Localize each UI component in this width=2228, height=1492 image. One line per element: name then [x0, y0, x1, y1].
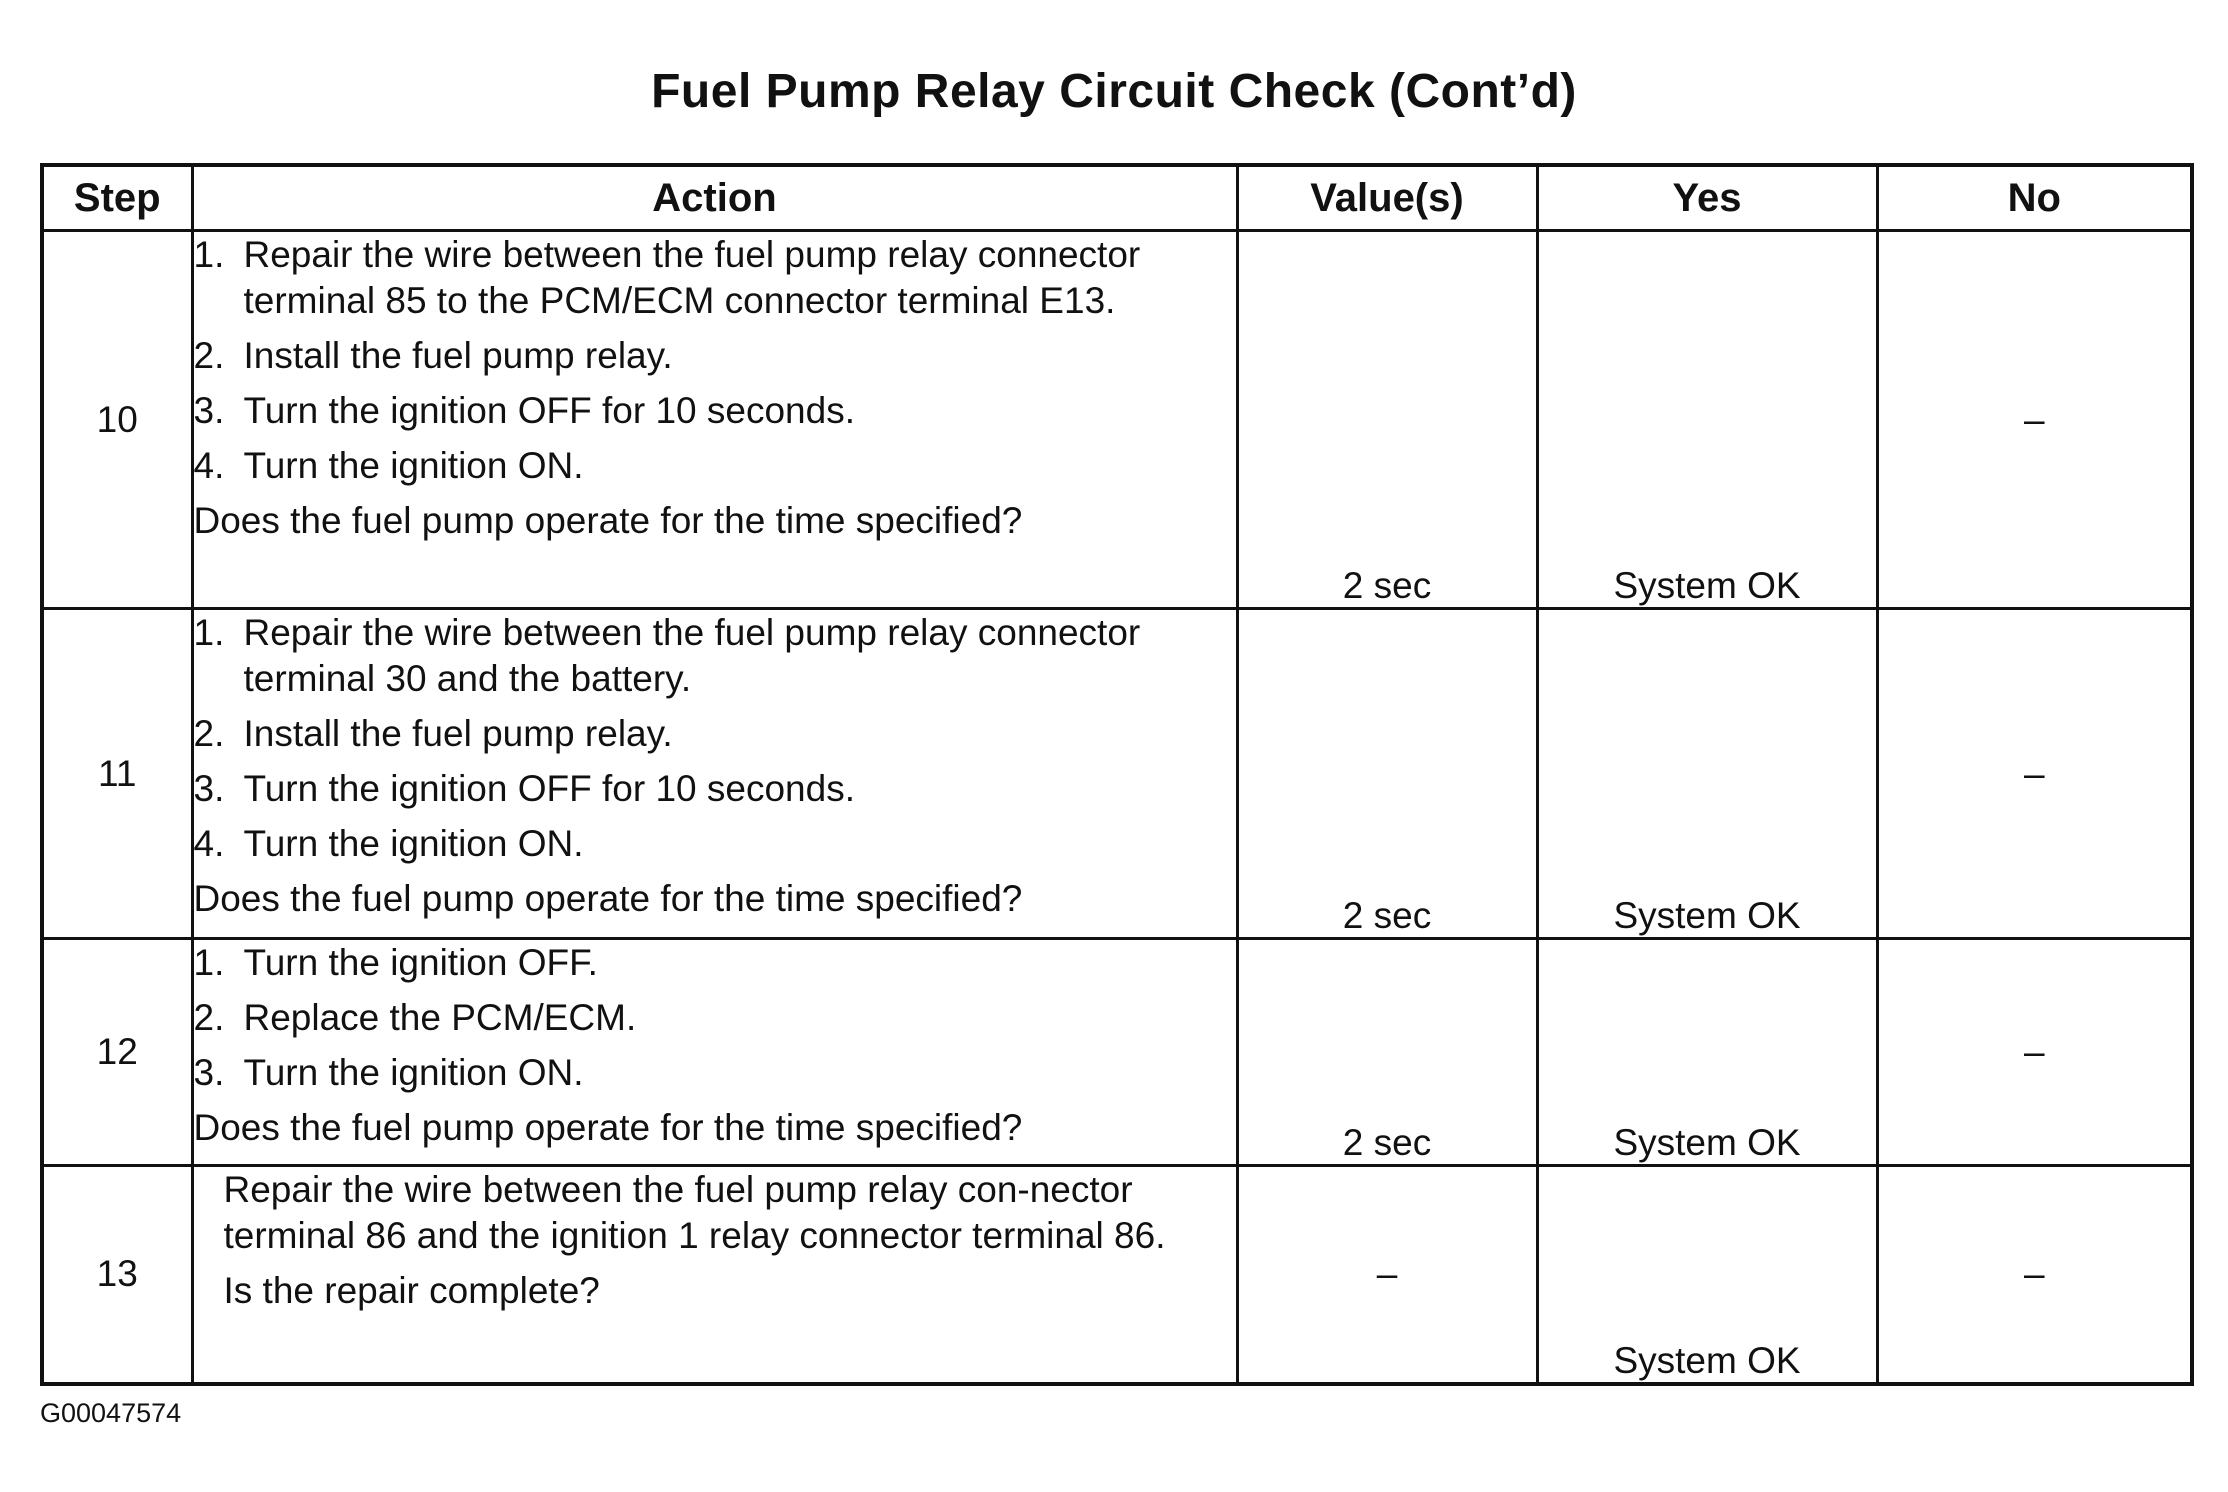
header-step: Step [42, 165, 192, 231]
header-yes: Yes [1537, 165, 1877, 231]
step-index: 1. [193, 612, 225, 653]
action-step [194, 443, 1236, 489]
action-question: Does the fuel pump operate for the time specified? [193, 878, 1023, 919]
table-header-row [42, 165, 2192, 231]
step-text: Turn the ignition ON. [243, 445, 584, 486]
action-step [194, 388, 1236, 434]
step-text: Turn the ignition OFF for 10 seconds. [243, 768, 855, 809]
header-values: Value(s) [1237, 165, 1537, 231]
action-step [194, 711, 1236, 757]
value-cell: 2 sec [1237, 231, 1537, 609]
step-text: Turn the ignition ON. [243, 823, 584, 864]
diagnostic-table [40, 163, 2194, 1386]
action-steps [194, 232, 1236, 489]
action-cell [192, 1166, 1237, 1384]
step-index: 2. [193, 335, 225, 376]
no-cell: – [1877, 231, 2192, 609]
no-cell: – [1877, 939, 2192, 1166]
table-row [42, 1166, 2192, 1384]
yes-cell: System OK [1537, 939, 1877, 1166]
value-cell: 2 sec [1237, 609, 1537, 939]
action-text: Repair the wire between the fuel pump relay con-nector terminal 86 and the ignition 1 relay connector terminal 86. [223, 1169, 1166, 1256]
table-row [42, 609, 2192, 939]
figure-id: G00047574 [40, 1398, 182, 1428]
step-number: 11 [42, 609, 192, 939]
header-no: No [1877, 165, 2192, 231]
action-steps [194, 610, 1236, 867]
step-text: Install the fuel pump relay. [243, 335, 673, 376]
value-cell: – [1237, 1166, 1537, 1384]
step-text: Replace the PCM/ECM. [243, 997, 637, 1038]
yes-cell: System OK [1537, 231, 1877, 609]
step-text: Turn the ignition OFF for 10 seconds. [243, 390, 855, 431]
action-cell [192, 231, 1237, 609]
step-text: Install the fuel pump relay. [243, 713, 673, 754]
action-step [194, 333, 1236, 379]
table-row [42, 231, 2192, 609]
action-cell [192, 609, 1237, 939]
step-number: 12 [42, 939, 192, 1166]
step-index: 1. [193, 942, 225, 983]
yes-cell: System OK [1537, 1166, 1877, 1384]
action-step [194, 766, 1236, 812]
action-question: Does the fuel pump operate for the time specified? [193, 1107, 1023, 1148]
step-text: Turn the ignition ON. [243, 1052, 584, 1093]
action-step [194, 1050, 1236, 1096]
step-index: 3. [193, 390, 225, 431]
step-index: 4. [193, 445, 225, 486]
step-index: 4. [193, 823, 225, 864]
step-index: 2. [193, 713, 225, 754]
page-title: Fuel Pump Relay Circuit Check (Cont’d) [651, 65, 1577, 118]
action-steps [194, 940, 1236, 1096]
action-step [194, 940, 1236, 986]
yes-cell: System OK [1537, 609, 1877, 939]
action-question: Does the fuel pump operate for the time specified? [193, 500, 1023, 541]
no-cell: – [1877, 1166, 2192, 1384]
step-index: 3. [193, 768, 225, 809]
step-index: 2. [193, 997, 225, 1038]
action-step [194, 821, 1236, 867]
value-cell: 2 sec [1237, 939, 1537, 1166]
action-cell [192, 939, 1237, 1166]
step-index: 3. [193, 1052, 225, 1093]
step-text: Turn the ignition OFF. [243, 942, 598, 983]
step-number: 10 [42, 231, 192, 609]
action-question: Is the repair complete? [223, 1270, 600, 1311]
step-number: 13 [42, 1166, 192, 1384]
step-text: Repair the wire between the fuel pump relay connector terminal 85 to the PCM/ECM connector terminal E13. [243, 234, 1141, 321]
action-step [194, 232, 1236, 324]
table-row [42, 939, 2192, 1166]
action-step [194, 995, 1236, 1041]
no-cell: – [1877, 609, 2192, 939]
step-text: Repair the wire between the fuel pump relay connector terminal 30 and the battery. [243, 612, 1141, 699]
header-action: Action [192, 165, 1237, 231]
action-step [194, 610, 1236, 702]
step-index: 1. [193, 234, 225, 275]
